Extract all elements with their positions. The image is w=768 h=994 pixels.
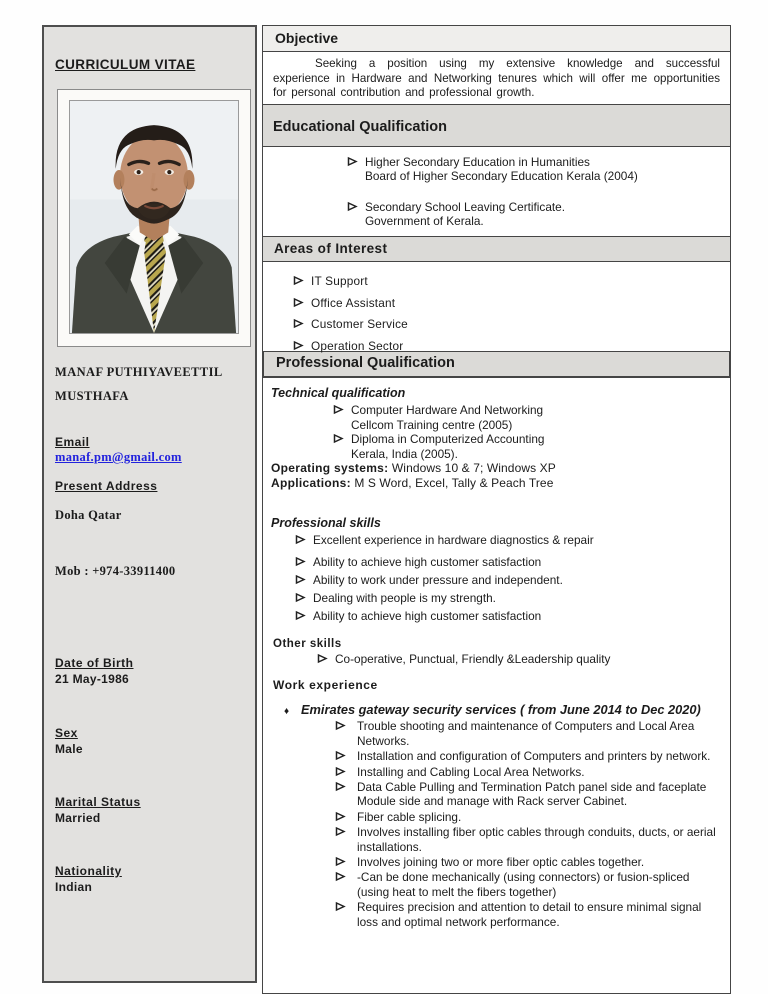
work-item: Data Cable Pulling and Termination Patch panel side and faceplate Module side and manage with Rack server Cabinet. [271, 780, 722, 809]
work-item: Fiber cable splicing. [271, 810, 722, 824]
work-item: Installing and Cabling Local Area Networks. [271, 765, 722, 779]
skill-item: Ability to achieve high customer satisfaction [271, 609, 722, 623]
technical-list [271, 403, 722, 461]
arrow-bullet-icon [317, 652, 335, 666]
technical-item: Computer Hardware And Networking Cellcom Training centre (2005) [271, 403, 722, 432]
objective-text: Seeking a position using my extensive knowledge and successful experience in Hardware and Networking tenures which will offer me opportunities for personal contribution and professional growth. [273, 57, 720, 100]
education-section [262, 147, 731, 237]
skill-item: Ability to work under pressure and independent. [271, 573, 722, 587]
section-professional-header: Professional Qualification [262, 352, 731, 378]
section-education-header: Educational Qualification [262, 105, 731, 147]
arrow-bullet-icon [295, 573, 313, 587]
marital-value: Married [55, 811, 101, 825]
sidebar-title: CURRICULUM VITAE [55, 57, 196, 72]
email-link[interactable]: manaf.pm@gmail.com [55, 450, 182, 464]
main-column [262, 25, 731, 994]
os-line: Operating systems: Windows 10 & 7; Windows XP [271, 461, 556, 476]
work-list [271, 719, 722, 929]
arrow-bullet-icon [335, 719, 357, 748]
work-company: ♦ Emirates gateway security services ( from June 2014 to Dec 2020) [284, 702, 701, 718]
work-item: Requires precision and attention to detail to ensure minimal signal loss and optimal network performance. [271, 900, 722, 929]
interest-item: Office Assistant [263, 296, 730, 310]
skill-item: Excellent experience in hardware diagnostics & repair [271, 533, 722, 547]
work-item: Installation and configuration of Computers and printers by network. [271, 749, 722, 763]
arrow-bullet-icon [335, 900, 357, 929]
education-list [263, 155, 730, 228]
arrow-bullet-icon [335, 855, 357, 869]
work-item: Involves joining two or more fiber optic cables together. [271, 855, 722, 869]
technical-title: Technical qualification [271, 386, 406, 400]
skills-list [271, 533, 722, 623]
arrow-bullet-icon [335, 765, 357, 779]
arrow-bullet-icon [333, 432, 351, 461]
dob-value: 21 May-1986 [55, 672, 130, 686]
interest-item: Customer Service [263, 317, 730, 331]
arrow-bullet-icon [293, 339, 311, 353]
interest-item: IT Support [263, 274, 730, 288]
apps-line: Applications: M S Word, Excel, Tally & Peach Tree [271, 475, 554, 490]
arrow-bullet-icon [293, 317, 311, 331]
arrow-bullet-icon [335, 780, 357, 809]
professional-section [262, 378, 731, 994]
address-label: Present Address [55, 479, 158, 493]
email-label: Email [55, 435, 90, 449]
interests-list [263, 274, 730, 353]
other-skill-item: Co-operative, Punctual, Friendly &Leadership quality [271, 652, 722, 666]
photo-frame [57, 89, 251, 347]
arrow-bullet-icon [295, 533, 313, 547]
education-item: Secondary School Leaving Certificate. Government of Kerala. [263, 200, 730, 228]
nationality-value: Indian [55, 880, 93, 894]
arrow-bullet-icon [347, 200, 365, 228]
arrow-bullet-icon [335, 825, 357, 854]
arrow-bullet-icon [293, 274, 311, 288]
arrow-bullet-icon [347, 155, 365, 183]
education-item: Higher Secondary Education in Humanities Board of Higher Secondary Education Kerala (2004) [263, 155, 730, 183]
portrait-photo [69, 100, 239, 334]
arrow-bullet-icon [293, 296, 311, 310]
name-line-2: MUSTHAFA [55, 389, 129, 403]
name-line-1: MANAF PUTHIYAVEETTIL [55, 365, 223, 379]
section-objective-header: Objective [262, 25, 731, 52]
work-item: -Can be done mechanically (using connectors) or fusion-spliced (using heat to melt the fibers together) [271, 870, 722, 899]
skills-title: Professional skills [271, 516, 381, 531]
nationality-label: Nationality [55, 864, 122, 878]
skill-item: Dealing with people is my strength. [271, 591, 722, 605]
sex-label: Sex [55, 726, 78, 740]
work-item: Involves installing fiber optic cables through conduits, ducts, or aerial installations. [271, 825, 722, 854]
diamond-bullet-icon: ♦ [284, 706, 290, 718]
address-value: Doha Qatar [55, 508, 122, 522]
arrow-bullet-icon [335, 749, 357, 763]
work-title: Work experience [273, 678, 378, 693]
marital-label: Marital Status [55, 795, 141, 809]
arrow-bullet-icon [295, 555, 313, 569]
dob-label: Date of Birth [55, 656, 134, 670]
arrow-bullet-icon [335, 810, 357, 824]
sex-value: Male [55, 742, 83, 756]
section-interests-header: Areas of Interest [262, 237, 731, 262]
interests-section [262, 262, 731, 352]
objective-section [262, 52, 731, 105]
arrow-bullet-icon [295, 609, 313, 623]
arrow-bullet-icon [333, 403, 351, 432]
work-item: Trouble shooting and maintenance of Computers and Local Area Networks. [271, 719, 722, 748]
technical-item: Diploma in Computerized Accounting Kerala, India (2005). [271, 432, 722, 461]
sidebar [42, 25, 257, 983]
arrow-bullet-icon [295, 591, 313, 605]
portrait-illustration [70, 101, 238, 333]
other-skills-title: Other skills [273, 638, 342, 651]
interest-item: Operation Sector [263, 339, 730, 353]
arrow-bullet-icon [335, 870, 357, 899]
skill-item: Ability to achieve high customer satisfaction [271, 555, 722, 569]
mobile-value: Mob : +974-33911400 [55, 564, 176, 578]
